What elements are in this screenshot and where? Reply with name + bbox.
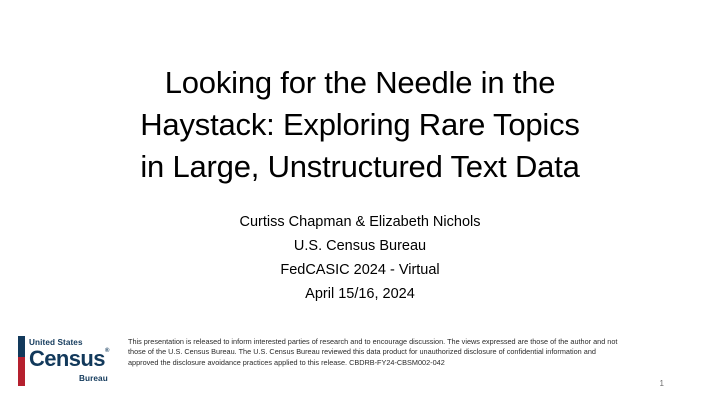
organization: U.S. Census Bureau (293, 238, 427, 254)
census-bureau-logo (18, 336, 114, 386)
logo-text (29, 336, 114, 386)
flag-bar-icon (18, 336, 25, 386)
disclaimer-text: This presentation is released to inform interested parties of research and to encourage discussion. The views expressed are those of the author and not those of the U.S. Census Bureau. The U.S. Census Bureau reviewed this data product for unauthorized disclosure of confidential information and approved the disclosure avoidance practices applied to this release. CBDRB-FY24-CBSM002-042 (128, 337, 618, 367)
event-date: April 15/16, 2024 (305, 286, 415, 302)
subtitle-block (140, 210, 580, 306)
title-line-3: in Large, Unstructured Text Data (140, 149, 580, 184)
logo-line-census: Census (29, 346, 105, 371)
event-name: FedCASIC 2024 - Virtual (280, 262, 440, 278)
page-title (60, 62, 660, 188)
title-line-2: Haystack: Exploring Rare Topics (140, 107, 580, 142)
logo-line-bureau: Bureau (79, 374, 108, 383)
authors: Curtiss Chapman & Elizabeth Nichols (239, 214, 481, 230)
logo-line-united-states: United States (29, 338, 83, 347)
title-line-1: Looking for the Needle in the (164, 65, 556, 100)
registered-mark-icon: ® (105, 348, 110, 354)
page-number: 1 (659, 379, 664, 388)
